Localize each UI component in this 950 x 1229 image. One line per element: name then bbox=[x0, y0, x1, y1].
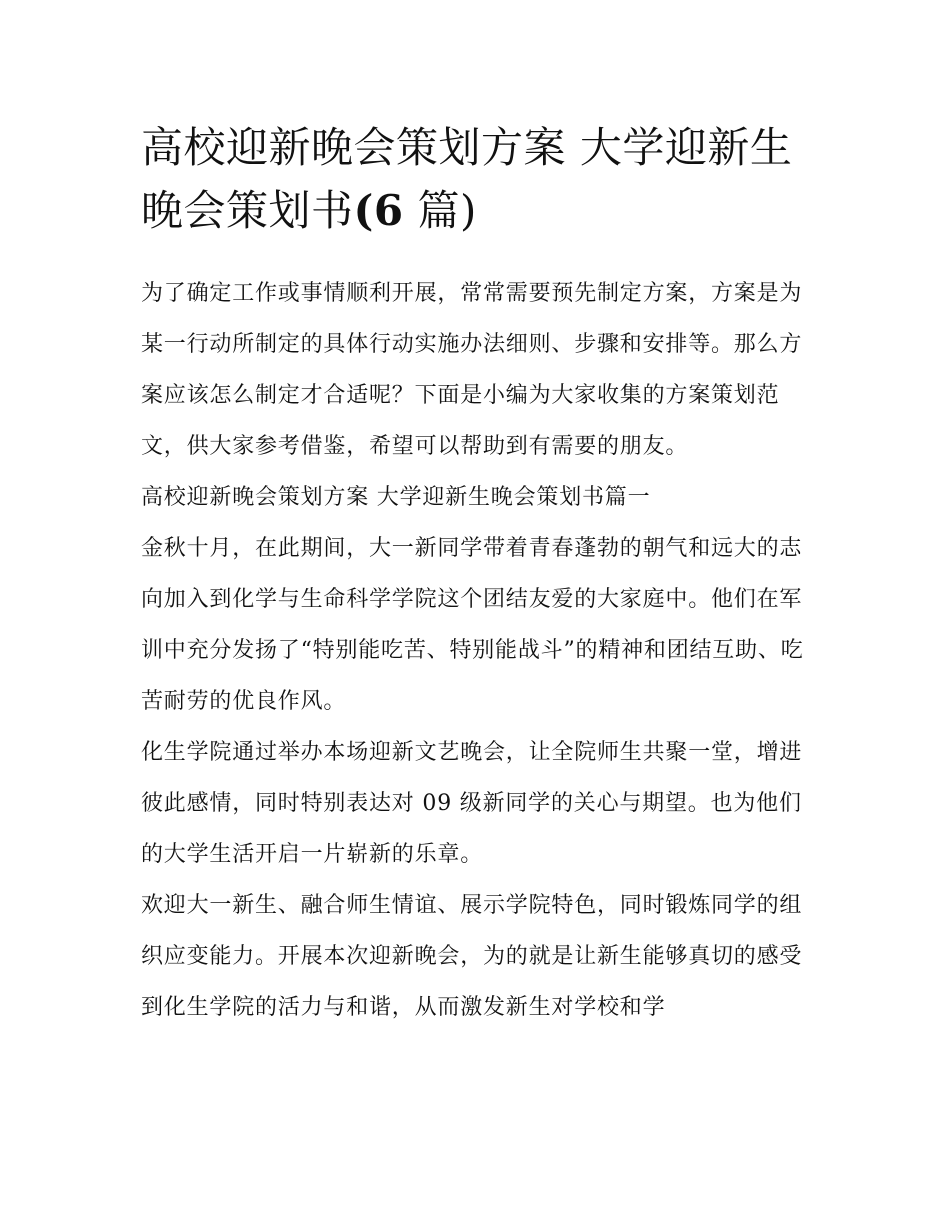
goal-paragraph: 欢迎大一新生、融合师生情谊、展示学院特色，同时锻炼同学的组织应变能力。开展本次迎新晚会，为的就是让新生能够真切的感受到化生学院的活力与和谐，从而激发新生对学校和学 bbox=[141, 893, 803, 1020]
purpose-paragraph: 化生学院通过举办本场迎新文艺晚会，让全院师生共聚一堂，增进彼此感情，同时特别表达对 09 级新同学的关心与期望。也为他们的大学生活开启一片崭新的乐章。 bbox=[141, 740, 803, 867]
document-body bbox=[141, 116, 821, 1033]
intro-paragraph: 为了确定工作或事情顺利开展，常常需要预先制定方案，方案是为某一行动所制定的具体行动实施办法细则、步骤和安排等。那么方案应该怎么制定才合适呢？下面是小编为大家收集的方案策划范文，供大家参考借鉴，希望可以帮助到有需要的朋友。 bbox=[141, 281, 803, 459]
document-title bbox=[141, 116, 821, 242]
title-suffix: 篇) bbox=[403, 186, 477, 235]
title-text: 高校迎新晚会策划方案 大学迎新生晚会策划书 bbox=[141, 123, 793, 235]
section-heading: 高校迎新晚会策划方案 大学迎新生晚会策划书篇一 bbox=[141, 485, 651, 510]
background-paragraph: 金秋十月，在此期间，大一新同学带着青春蓬勃的朝气和远大的志向加入到化学与生命科学学院这个团结友爱的大家庭中。他们在军训中充分发扬了“特别能吃苦、特别能战斗”的精神和团结互助、吃苦耐劳的优良作风。 bbox=[141, 536, 804, 714]
title-count: (6 bbox=[353, 186, 404, 235]
